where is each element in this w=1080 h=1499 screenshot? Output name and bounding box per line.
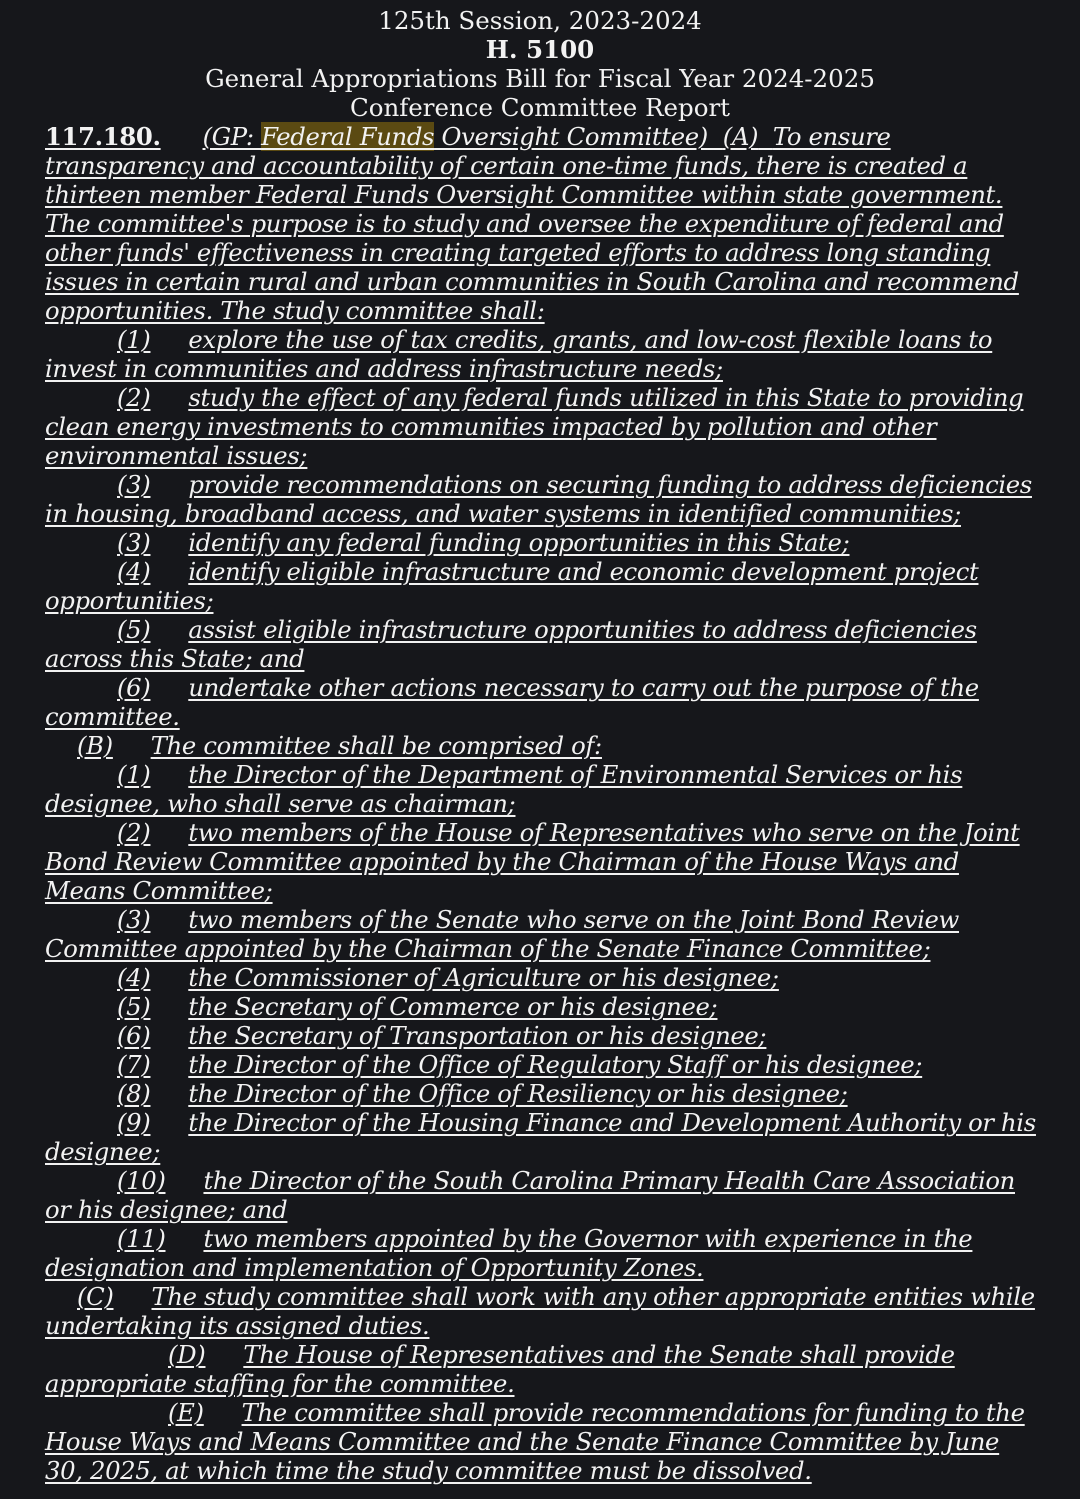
item-text: the Commissioner of Agriculture or his designee;: [188, 963, 779, 992]
item-text: explore the use of tax credits, grants, and low-cost flexible loans to invest in communities and address infrastructure needs;: [45, 325, 993, 383]
section-intro: [45, 122, 1042, 325]
list-item: [45, 818, 1042, 905]
item-text: provide recommendations on securing funding to address deficiencies in housing, broadband access, and water systems in identified communities;: [45, 470, 1032, 528]
item-text: two members appointed by the Governor with experience in the designation and implementation of Opportunity Zones.: [45, 1224, 973, 1282]
subsection-e-text: The committee shall provide recommendations for funding to the House Ways and Means Committee and the Senate Finance Committee by June 30, 2025, at which time the study committee must be dissolved.: [45, 1398, 1025, 1485]
item-text: undertake other actions necessary to carry out the purpose of the committee.: [45, 673, 979, 731]
heading-open: (GP:: [202, 122, 262, 151]
subsection-d-text: The House of Representatives and the Senate shall provide appropriate staffing for the committee.: [45, 1340, 955, 1398]
list-item: [45, 1021, 1042, 1050]
item-label: (5): [117, 615, 151, 644]
highlighted-text: Federal Funds: [261, 122, 435, 151]
list-item: [45, 1079, 1042, 1108]
subsection-d-label: (D): [168, 1340, 206, 1369]
list-item: [45, 325, 1042, 383]
list-item: [45, 470, 1042, 528]
item-text: assist eligible infrastructure opportunities to address deficiencies across this State; and: [45, 615, 977, 673]
item-label: (11): [117, 1224, 166, 1253]
item-text: identify eligible infrastructure and economic development project opportunities;: [45, 557, 979, 615]
item-text: identify any federal funding opportunities in this State;: [188, 528, 850, 557]
subsection-b: [45, 731, 1042, 760]
list-item: [45, 557, 1042, 615]
subsection-b-text: The committee shall be comprised of:: [150, 731, 602, 760]
list-item: [45, 528, 1042, 557]
subsection-c-text: The study committee shall work with any other appropriate entities while undertaking its assigned duties.: [45, 1282, 1035, 1340]
list-item: [45, 1050, 1042, 1079]
list-item: [45, 673, 1042, 731]
item-label: (6): [117, 673, 151, 702]
item-label: (1): [117, 760, 151, 789]
subsection-c: [45, 1282, 1042, 1340]
list-item: [45, 1108, 1042, 1166]
item-label: (2): [117, 383, 151, 412]
list-item: [45, 992, 1042, 1021]
item-label: (4): [117, 557, 151, 586]
subsection-c-label: (C): [77, 1282, 114, 1311]
item-label: (3): [117, 470, 151, 499]
item-label: (10): [117, 1166, 166, 1195]
item-label: (4): [117, 963, 151, 992]
subsection-e-label: (E): [168, 1398, 204, 1427]
subsection-a-label: (A): [722, 122, 759, 151]
list-item: [45, 760, 1042, 818]
item-text: the Director of the South Carolina Primary Health Care Association or his designee; and: [45, 1166, 1015, 1224]
item-text: the Director of the Office of Resiliency or his designee;: [188, 1079, 848, 1108]
item-text: the Secretary of Transportation or his designee;: [188, 1021, 767, 1050]
list-item: [45, 383, 1042, 470]
item-text: two members of the Senate who serve on the Joint Bond Review Committee appointed by the Chairman of the Senate Finance Committee;: [45, 905, 959, 963]
item-label: (6): [117, 1021, 151, 1050]
list-item: [45, 1166, 1042, 1224]
heading-rest: Oversight Committee): [434, 122, 708, 151]
subsection-b-items: [45, 760, 1042, 1282]
subsection-b-label: (B): [77, 731, 113, 760]
bill-title: General Appropriations Bill for Fiscal Year 2024-2025: [205, 64, 875, 93]
section-number: 117.180.: [45, 122, 161, 151]
item-text: the Director of the Housing Finance and Development Authority or his designee;: [45, 1108, 1036, 1166]
item-label: (7): [117, 1050, 151, 1079]
list-item: [45, 615, 1042, 673]
item-label: (9): [117, 1108, 151, 1137]
item-text: two members of the House of Representatives who serve on the Joint Bond Review Committee appointed by the Chairman of the House Ways and Means Committee;: [45, 818, 1020, 905]
item-label: (3): [117, 905, 151, 934]
item-label: (8): [117, 1079, 151, 1108]
subsection-a-text: To ensure transparency and accountability of certain one-time funds, there is created a thirteen member Federal Funds Oversight Committee within state government. The committee's purpose is to study and oversee the expenditure of federal and other funds' effectiveness in creating targeted efforts to address long standing issues in certain rural and urban communities in South Carolina and recommend opportunities. The study committee shall:: [45, 122, 1019, 325]
item-text: the Secretary of Commerce or his designee;: [188, 992, 718, 1021]
document-header: [0, 0, 1080, 122]
item-label: (1): [117, 325, 151, 354]
session-line: 125th Session, 2023-2024: [378, 6, 702, 35]
report-type: Conference Committee Report: [349, 93, 731, 122]
subsection-d: [45, 1340, 1042, 1398]
item-label: (3): [117, 528, 151, 557]
item-label: (2): [117, 818, 151, 847]
proviso-body: [45, 122, 1042, 1485]
item-text: the Director of the Office of Regulatory Staff or his designee;: [188, 1050, 923, 1079]
item-text: study the effect of any federal funds utilized in this State to providing clean energy investments to communities impacted by pollution and other environmental issues;: [45, 383, 1024, 470]
list-item: [45, 1224, 1042, 1282]
bill-number: H. 5100: [485, 35, 595, 64]
list-item: [45, 905, 1042, 963]
subsection-a-items: [45, 325, 1042, 731]
list-item: [45, 963, 1042, 992]
subsection-e: [45, 1398, 1042, 1485]
item-label: (5): [117, 992, 151, 1021]
item-text: the Director of the Department of Environmental Services or his designee, who shall serve as chairman;: [45, 760, 963, 818]
